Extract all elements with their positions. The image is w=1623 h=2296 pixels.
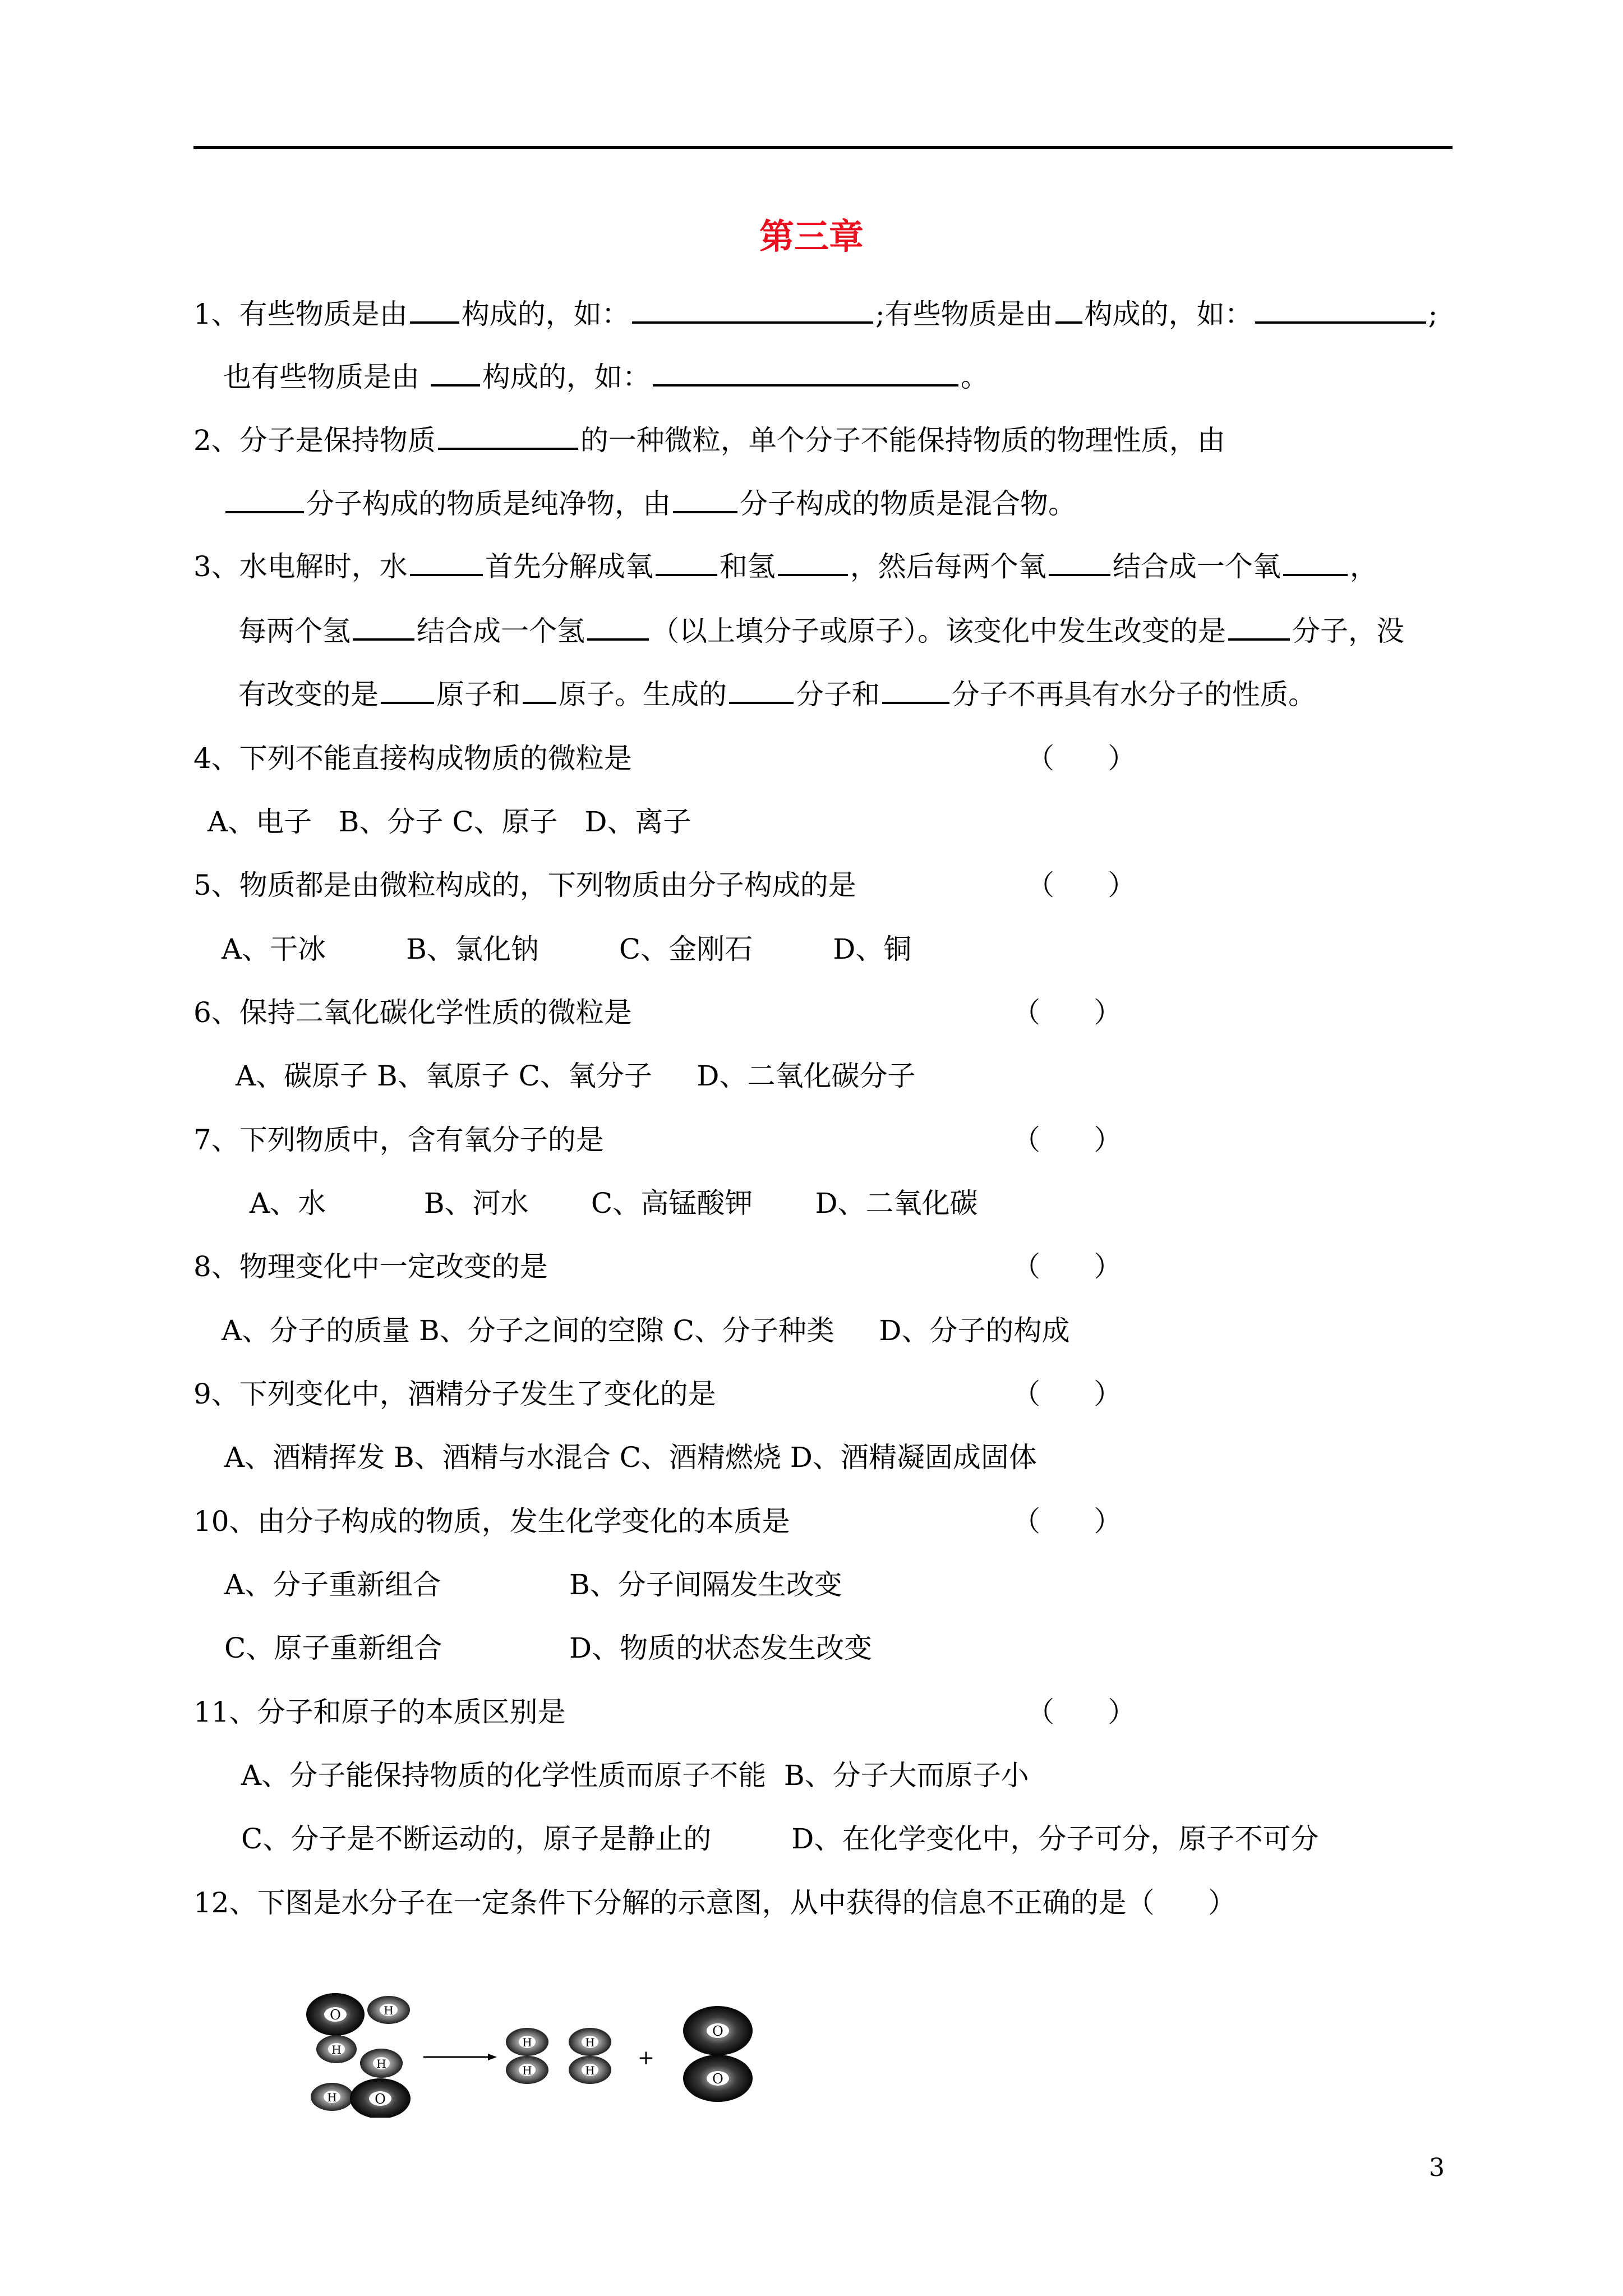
atom-label: O: [712, 2071, 723, 2087]
answer-parentheses[interactable]: （ ）: [1026, 1696, 1136, 1728]
answer-parentheses[interactable]: （ ）: [1012, 1378, 1122, 1410]
answer-parentheses[interactable]: （ ）: [1012, 1505, 1122, 1538]
blank[interactable]: [353, 617, 414, 641]
blank[interactable]: [225, 490, 304, 513]
question-10-option-a: A、分子重新组合: [224, 1568, 441, 1601]
atom-label: H: [331, 2043, 342, 2056]
answer-parentheses[interactable]: （ ）: [1012, 1250, 1122, 1283]
question-10-option-d: D、物质的状态发生改变: [569, 1632, 873, 1664]
atom-label: H: [585, 2064, 595, 2077]
answer-parentheses[interactable]: （ ）: [1012, 1124, 1122, 1156]
blank[interactable]: [410, 300, 459, 324]
question-3-line-3: 有改变的是 原子和 原子。生成的 分子和 分子不再具有水分子的性质。: [238, 678, 1316, 711]
reaction-arrow: [423, 2054, 497, 2060]
blank[interactable]: [587, 617, 649, 641]
atom-label: H: [585, 2036, 595, 2049]
question-9-stem: 9、下列变化中，酒精分子发生了变化的是: [193, 1378, 716, 1410]
water-decomposition-diagram: [297, 1989, 768, 2118]
blank[interactable]: [1055, 300, 1082, 324]
question-4-stem: 4、下列不能直接构成物质的微粒是: [193, 742, 632, 775]
blank[interactable]: [438, 426, 578, 450]
answer-parentheses[interactable]: （ ）: [1026, 869, 1136, 901]
question-7-stem: 7、下列物质中，含有氧分子的是: [193, 1124, 604, 1156]
blank[interactable]: [1049, 553, 1110, 576]
chapter-title: 第三章: [759, 216, 864, 257]
question-6-stem: 6、保持二氧化碳化学性质的微粒是: [193, 996, 632, 1029]
oxygen-molecule: [683, 2006, 753, 2102]
question-11-options-line-1: A、分子能保持物质的化学性质而原子不能 B、分子大而原子小: [241, 1759, 1029, 1792]
question-7-options: A、水 B、河水 C、高锰酸钾 D、二氧化碳: [250, 1187, 978, 1220]
question-5-stem: 5、物质都是由微粒构成的，下列物质由分子构成的是: [193, 869, 856, 901]
question-5-options: A、干冰 B、氯化钠 C、金刚石 D、铜: [222, 933, 912, 965]
blank[interactable]: [431, 363, 480, 386]
atom-label: H: [384, 2004, 394, 2017]
header-rule: [193, 146, 1453, 149]
question-10-option-b: B、分子间隔发生改变: [569, 1568, 842, 1601]
blank[interactable]: [653, 363, 958, 386]
blank[interactable]: [410, 553, 483, 576]
hydrogen-molecule: [569, 2028, 611, 2084]
atom-label: O: [712, 2023, 723, 2039]
atom-label: H: [522, 2036, 532, 2049]
question-9-options: A、酒精挥发 B、酒精与水混合 C、酒精燃烧 D、酒精凝固成固体: [224, 1441, 1037, 1474]
question-10-option-c: C、原子重新组合: [224, 1632, 442, 1664]
question-1-line-1: 1、有些物质是由 构成的，如： ;有些物质是由 构成的，如： ;: [193, 298, 1438, 330]
question-11-options-line-2: C、分子是不断运动的，原子是静止的 D、在化学变化中，分子可分，原子不可分: [241, 1823, 1319, 1855]
question-11-stem: 11、分子和原子的本质区别是: [193, 1696, 566, 1728]
blank[interactable]: [1228, 617, 1290, 641]
blank[interactable]: [656, 553, 717, 576]
plus-sign: +: [637, 2046, 655, 2069]
blank[interactable]: [673, 490, 737, 513]
blank[interactable]: [1283, 553, 1348, 576]
question-3-line-2: 每两个氢 结合成一个氢 （以上填分子或原子）。该变化中发生改变的是 分子，没: [238, 615, 1404, 647]
blank[interactable]: [778, 553, 848, 576]
question-2-line-2: 分子构成的物质是纯净物，由 分子构成的物质是混合物。: [223, 481, 1076, 526]
atom-label: H: [522, 2064, 532, 2077]
blank[interactable]: [729, 680, 794, 704]
question-8-stem: 8、物理变化中一定改变的是: [193, 1250, 548, 1283]
question-3-line-1: 3、水电解时，水 首先分解成氧 和氢 ，然后每两个氧 结合成一个氧 ，: [193, 550, 1378, 583]
question-1-line-2: 也有些物质是由 构成的，如： 。: [223, 361, 989, 393]
answer-parentheses[interactable]: （ ）: [1026, 742, 1136, 775]
blank[interactable]: [632, 300, 873, 324]
question-6-options: A、碳原子 B、氧原子 C、氧分子 D、二氧化碳分子: [236, 1060, 916, 1092]
question-12-stem: 12、下图是水分子在一定条件下分解的示意图，从中获得的信息不正确的是（ ）: [193, 1887, 1236, 1919]
answer-parentheses[interactable]: （ ）: [1012, 996, 1122, 1029]
blank[interactable]: [1255, 300, 1426, 324]
blank[interactable]: [523, 680, 556, 704]
blank[interactable]: [882, 680, 949, 704]
hydrogen-molecule: [506, 2028, 548, 2084]
question-10-stem: 10、由分子构成的物质，发生化学变化的本质是: [193, 1505, 790, 1538]
question-2-line-1: 2、分子是保持物质 的一种微粒，单个分子不能保持物质的物理性质，由: [193, 424, 1225, 457]
question-8-options: A、分子的质量 B、分子之间的空隙 C、分子种类 D、分子的构成: [222, 1314, 1070, 1347]
atom-label: H: [376, 2057, 386, 2070]
atom-label: O: [375, 2091, 386, 2107]
question-4-options: A、电子 B、分子 C、原子 D、离子: [208, 806, 691, 838]
atom-label: O: [330, 2007, 341, 2023]
atom-label: H: [327, 2091, 337, 2104]
blank[interactable]: [381, 680, 434, 704]
page-number: 3: [1429, 2154, 1445, 2182]
